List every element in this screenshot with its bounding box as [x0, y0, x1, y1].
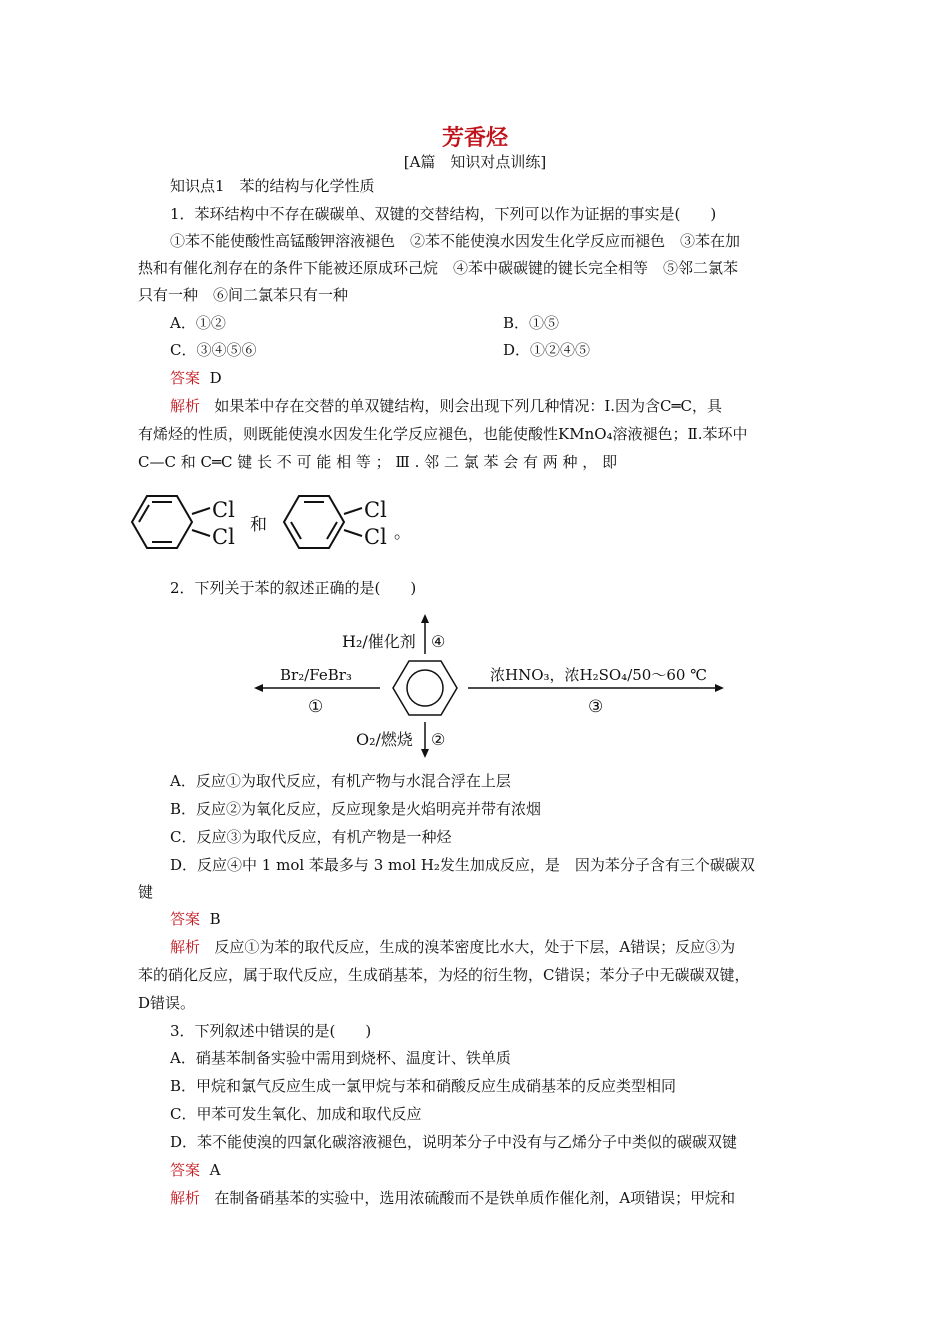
sentence-period: 。 — [394, 523, 411, 543]
answer-value: A — [209, 1161, 221, 1179]
answer-label: 答案 — [170, 369, 201, 387]
arrowhead-down — [421, 749, 429, 758]
q2-answer-row — [170, 909, 221, 929]
chlorine-label: Cl — [212, 525, 235, 549]
reaction-number-bottom: ② — [431, 730, 446, 749]
benzene-ring — [393, 661, 457, 715]
q3-stem: 3．下列叙述中错误的是( ) — [170, 1022, 372, 1040]
chlorine-label: Cl — [212, 498, 235, 522]
q1-option-a: A．①② — [170, 314, 226, 332]
q2-analysis-line3: D错误。 — [138, 994, 196, 1012]
analysis-label: 解析 — [170, 938, 201, 956]
q2-option-c: C．反应③为取代反应，有机产物是一种烃 — [170, 828, 452, 846]
chlorine-label: Cl — [364, 498, 387, 522]
q1-facts-line3: 只有一种 ⑥间二氯苯只有一种 — [138, 286, 349, 304]
answer-value: B — [209, 910, 221, 928]
arrowhead-left — [254, 684, 263, 692]
q3-option-d: D．苯不能使溴的四氯化碳溶液褪色，说明苯分子中没有与乙烯分子中类似的碳碳双键 — [170, 1133, 738, 1151]
q2-stem: 2．下列关于苯的叙述正确的是( ) — [170, 579, 417, 597]
reagent-bottom: O₂/燃烧 — [356, 730, 413, 749]
q2-option-d-line2: 键 — [138, 883, 154, 901]
q1-option-c: C．③④⑤⑥ — [170, 341, 257, 359]
benzene-inner-circle — [407, 670, 443, 706]
page-title: 芳香烃 — [441, 125, 508, 151]
arrowhead-up — [421, 614, 429, 623]
and-word: 和 — [250, 515, 267, 535]
section-heading: [A篇 知识对点训练] — [403, 153, 547, 171]
q1-answer-row — [170, 368, 222, 388]
reagent-top: H₂/催化剂 — [342, 632, 416, 651]
q1-analysis-line3: C—C 和 C═C 键 长 不 可 能 相 等 ； Ⅲ . 邻 二 氯 苯 会 有 两 种 ， 即 — [138, 453, 618, 471]
q1-facts-line2: 热和有催化剂存在的条件下能被还原成环己烷 ④苯中碳碳键的键长完全相等 ⑤邻二氯苯 — [138, 259, 739, 277]
arrowhead-right — [715, 684, 724, 692]
q2-option-a: A．反应①为取代反应，有机产物与水混合浮在上层 — [170, 772, 511, 790]
analysis-label: 解析 — [170, 397, 201, 415]
q3-analysis-line1: 解析 在制备硝基苯的实验中，选用浓硫酸而不是铁单质作催化剂，A项错误；甲烷和 — [170, 1189, 736, 1207]
reagent-left: Br₂/FeBr₃ — [280, 666, 352, 684]
benzene-reaction-diagram — [250, 612, 730, 762]
reaction-number-left: ① — [308, 697, 324, 717]
q1-stem: 1．苯环结构中不存在碳碳单、双键的交替结构，下列可以作为证据的事实是( ) — [170, 205, 717, 223]
q1-analysis-line2: 有烯烃的性质，则既能使溴水因发生化学反应褪色，也能使酸性KMnO₄溶液褪色；Ⅱ.苯环中 — [138, 425, 748, 443]
answer-value: D — [209, 369, 222, 387]
q1-analysis-line1: 解析 如果苯中存在交替的单双键结构，则会出现下列几种情况：Ⅰ.因为含C═C，具 — [170, 397, 723, 415]
knowledge-point-heading: 知识点1 苯的结构与化学性质 — [170, 177, 375, 195]
q1-facts-line1: ①苯不能使酸性高锰酸钾溶液褪色 ②苯不能使溴水因发生化学反应而褪色 ③苯在加 — [170, 232, 741, 250]
q3-option-c: C．甲苯可发生氧化、加成和取代反应 — [170, 1105, 422, 1123]
q2-analysis-line2: 苯的硝化反应，属于取代反应，生成硝基苯，为烃的衍生物，C错误；苯分子中无碳碳双键， — [138, 966, 750, 984]
reaction-number-right: ③ — [588, 697, 604, 717]
q1-option-d: D．①②④⑤ — [503, 341, 591, 359]
q3-option-b: B．甲烷和氯气反应生成一氯甲烷与苯和硝酸反应生成硝基苯的反应类型相同 — [170, 1077, 677, 1095]
ortho-dichlorobenzene-structure-2 — [284, 496, 362, 548]
q1-option-b: B．①⑤ — [503, 314, 560, 332]
q2-analysis-line1: 解析 反应①为苯的取代反应，生成的溴苯密度比水大，处于下层，A错误；反应③为 — [170, 938, 736, 956]
chlorine-label: Cl — [364, 525, 387, 549]
dichlorobenzene-structures — [130, 478, 430, 568]
reagent-right: 浓HNO₃，浓H₂SO₄/50～60 ℃ — [490, 666, 707, 684]
answer-label: 答案 — [170, 1161, 201, 1179]
answer-label: 答案 — [170, 910, 201, 928]
q2-option-b: B．反应②为氧化反应，反应现象是火焰明亮并带有浓烟 — [170, 800, 542, 818]
q3-option-a: A．硝基苯制备实验中需用到烧杯、温度计、铁单质 — [170, 1049, 511, 1067]
q2-option-d-line1: D．反应④中 1 mol 苯最多与 3 mol H₂发生加成反应，是 因为苯分子含有三个碳碳双 — [170, 856, 755, 874]
analysis-label: 解析 — [170, 1189, 201, 1207]
ortho-dichlorobenzene-structure-1 — [132, 496, 210, 548]
reaction-number-top: ④ — [431, 632, 446, 651]
q3-answer-row — [170, 1160, 220, 1180]
